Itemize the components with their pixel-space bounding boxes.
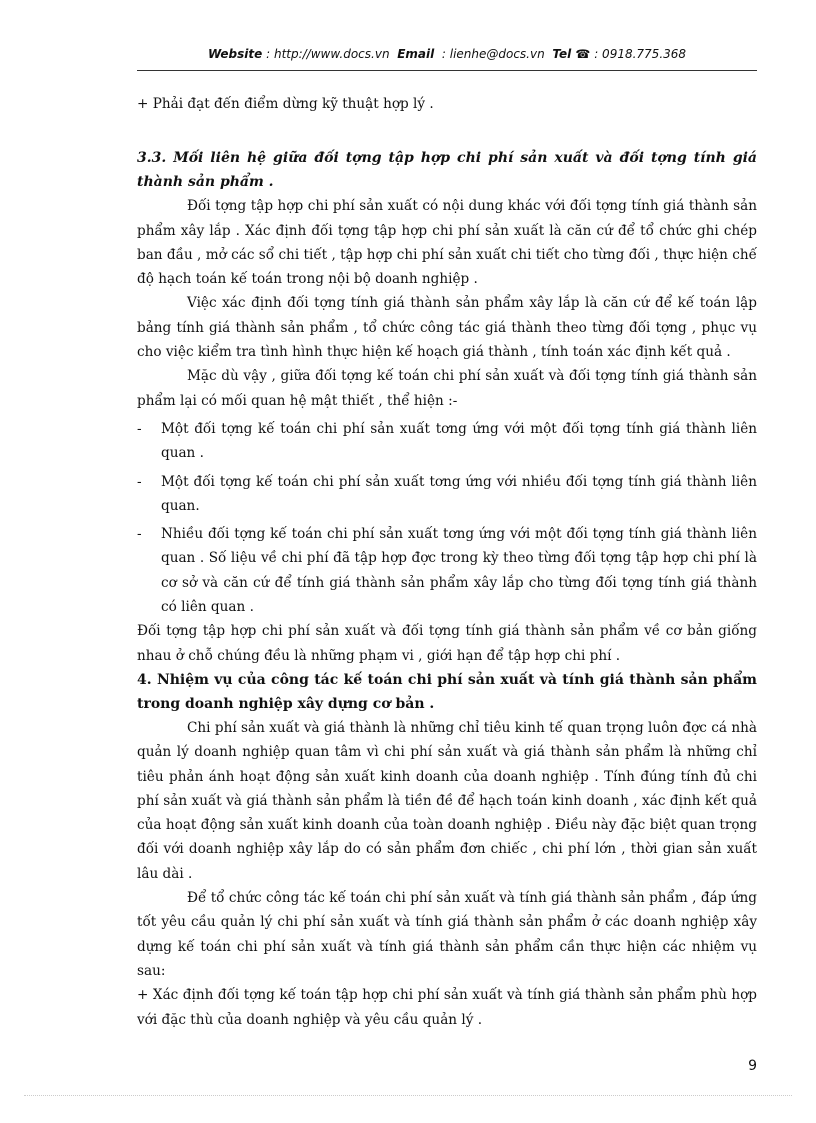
footer-rule (24, 1095, 792, 1096)
website-value: : http://www.docs.vn (266, 47, 390, 61)
website-label: Website (207, 47, 263, 61)
email-label: Email (397, 47, 435, 61)
list-item-text: Một đối tợng kế toán chi phí sản xuất tơng ứng với một đối tợng tính giá thành liên quan . (161, 420, 757, 462)
paragraph-2: Việc xác định đối tợng tính giá thành sản phẩm xây lắp là căn cứ để kế toán lập bảng tính giá thành sản phẩm , tổ chức công tác giá thành theo từng đối tợng , phục vụ cho việc kiểm tra tình hình thực hiện kế hoạch giá thành , tính toán xác định kết quả . (137, 295, 757, 361)
page-number: 9 (748, 1058, 757, 1074)
list-item (137, 470, 757, 519)
list-item-text: Nhiều đối tợng kế toán chi phí sản xuất tơng ứng với một đối tợng tính giá thành liên quan . Số liệu về chi phí đã tập hợp đợc trong kỳ theo từng đối tợng tập hợp chi phí là cơ sở và căn cứ để tính giá thành sản phẩm xây lắp cho từng đối tợng tính giá thành có liên quan . (161, 526, 757, 616)
paragraph-1: Đối tợng tập hợp chi phí sản xuất có nội dung khác với đối tợng tính giá thành sản phẩm xây lắp . Xác định đối tợng tập hợp chi phí sản xuất là căn cứ để tổ chức ghi chép ban đầu , mở các sổ chi tiết , tập hợp chi phí sản xuất chi tiết cho từng đối , thực hiện chế độ hạch toán kế toán trong nội bộ doanh nghiệp . (137, 198, 757, 288)
document-body (137, 92, 757, 1032)
email-value: : lienhe@docs.vn (441, 47, 545, 61)
tel-value: : 0918.775.368 (594, 47, 687, 61)
dash-bullet: - (137, 473, 142, 490)
tel-label: Tel ☎ (552, 47, 591, 61)
paragraph-7: + Xác định đối tợng kế toán tập hợp chi phí sản xuất và tính giá thành sản phẩm phù hợp với đặc thù của doanh nghiệp và yêu cầu quản lý . (137, 987, 757, 1028)
paragraph-5: Chi phí sản xuất và giá thành là những chỉ tiêu kinh tế quan trọng luôn đợc cá nhà quản lý doanh nghiệp quan tâm vì chi phí sản xuất và giá thành sản phẩm là những chỉ tiêu phản ánh hoạt động sản xuất kinh doanh của doanh nghiệp . Tính đúng tính đủ chi phí sản xuất và giá thành sản phẩm là tiền đề để hạch toán kinh doanh , xác định kết quả của hoạt động sản xuất kinh doanh của toàn doanh nghiệp . Điều này đặc biệt quan trọng đối với doanh nghiệp xây lắp do có sản phẩm đơn chiếc , chi phí lớn , thời gian sản xuất lâu dài . (137, 719, 757, 882)
list-item-text: Một đối tợng kế toán chi phí sản xuất tơng ứng với nhiều đối tợng tính giá thành liên quan. (161, 473, 757, 514)
paragraph-3: Mặc dù vậy , giữa đối tợng kế toán chi phí sản xuất và đối tợng tính giá thành sản phẩm lại có mối quan hệ mật thiết , thể hiện :- (137, 368, 757, 409)
dash-bullet: - (137, 420, 142, 437)
dash-bullet: - (137, 526, 142, 543)
paragraph-4: Đối tợng tập hợp chi phí sản xuất và đối tợng tính giá thành sản phẩm về cơ bản giống nhau ở chỗ chúng đều là những phạm vi , giới hạn để tập hợp chi phí . (137, 623, 757, 664)
section-heading-3-3: 3.3. Mối liên hệ giữa đối tợng tập hợp chi phí sản xuất và đối tợng tính giá thành sản phẩm . (137, 150, 757, 191)
list-item (137, 522, 757, 619)
intro-line: + Phải đạt đến điểm dừng kỹ thuật hợp lý . (137, 96, 434, 112)
paragraph-6: Để tổ chức công tác kế toán chi phí sản xuất và tính giá thành sản phẩm , đáp ứng tốt yêu cầu quản lý chi phí sản xuất và tính giá thành sản phẩm ở các doanh nghiệp xây dựng kế toán chi phí sản xuất và tính giá thành sản phẩm cần thực hiện các nhiệm vụ sau: (137, 890, 757, 979)
header-rule (137, 70, 757, 71)
list-item (137, 417, 757, 466)
page-header (137, 47, 757, 61)
section-heading-4: 4. Nhiệm vụ của công tác kế toán chi phí sản xuất và tính giá thành sản phẩm trong doanh nghiệp xây dựng cơ bản . (137, 671, 757, 712)
